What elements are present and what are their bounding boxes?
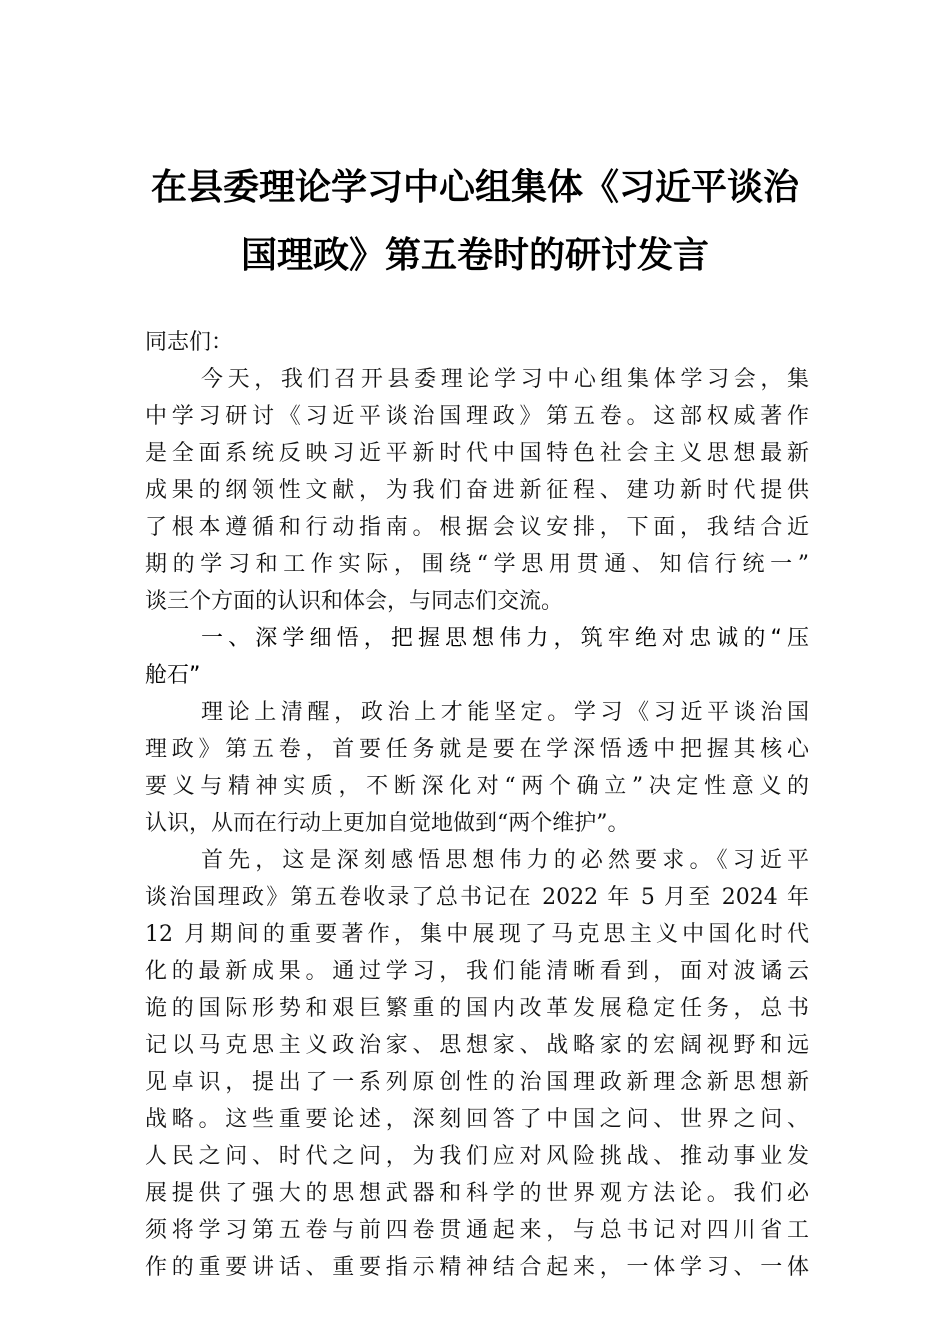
section-heading-line: 一、深学细悟，把握思想伟力，筑牢绝对忠诚的“压	[201, 626, 809, 651]
paragraph-line: 谈三个方面的认识和体会，与同志们交流。	[145, 589, 564, 614]
paragraph-line: 今天，我们召开县委理论学习中心组集体学习会，集	[201, 367, 809, 392]
paragraph-line: 作的重要讲话、重要指示精神结合起来，一体学习、一体	[145, 1255, 809, 1280]
paragraph-line: 人民之问、时代之问，为我们应对风险挑战、推动事业发	[145, 1144, 809, 1169]
paragraph-line: 谈治国理政》第五卷收录了总书记在 2022 年 5 月至 2024 年	[145, 885, 809, 910]
paragraph-line: 首先，这是深刻感悟思想伟力的必然要求。《习近平	[201, 848, 809, 873]
paragraph-line: 成果的纲领性文献，为我们奋进新征程、建功新时代提供	[145, 478, 809, 503]
paragraph-line: 展提供了强大的思想武器和科学的世界观方法论。我们必	[145, 1181, 809, 1206]
paragraph-line: 是全面系统反映习近平新时代中国特色社会主义思想最新	[145, 441, 809, 466]
paragraph-line: 见卓识，提出了一系列原创性的治国理政新理念新思想新	[145, 1070, 809, 1095]
paragraph-line: 理论上清醒，政治上才能坚定。学习《习近平谈治国	[201, 700, 809, 725]
paragraph-line: 期的学习和工作实际，围绕“学思用贯通、知信行统一”	[145, 552, 809, 577]
paragraph-line: 中学习研讨《习近平谈治国理政》第五卷。这部权威著作	[145, 404, 809, 429]
document-title-line-2: 国理政》第五卷时的研讨发言	[240, 234, 709, 276]
paragraph-line: 认识，从而在行动上更加自觉地做到“两个维护”。	[145, 811, 630, 836]
paragraph-line: 了根本遵循和行动指南。根据会议安排，下面，我结合近	[145, 515, 809, 540]
paragraph-line: 要义与精神实质，不断深化对“两个确立”决定性意义的	[145, 774, 809, 799]
document-title-line-1: 在县委理论学习中心组集体《习近平谈治	[150, 166, 799, 208]
salutation: 同志们：	[145, 330, 234, 355]
paragraph-line: 12 月期间的重要著作，集中展现了马克思主义中国化时代	[145, 922, 809, 947]
paragraph-line: 理政》第五卷，首要任务就是要在学深悟透中把握其核心	[145, 737, 809, 762]
paragraph-line: 记以马克思主义政治家、思想家、战略家的宏阔视野和远	[145, 1033, 809, 1058]
paragraph-line: 诡的国际形势和艰巨繁重的国内改革发展稳定任务，总书	[145, 996, 809, 1021]
paragraph-line: 化的最新成果。通过学习，我们能清晰看到，面对波谲云	[145, 959, 809, 984]
paragraph-line: 须将学习第五卷与前四卷贯通起来，与总书记对四川省工	[145, 1218, 809, 1243]
paragraph-line: 战略。这些重要论述，深刻回答了中国之问、世界之问、	[145, 1107, 809, 1132]
section-heading-line: 舱石”	[145, 663, 201, 688]
